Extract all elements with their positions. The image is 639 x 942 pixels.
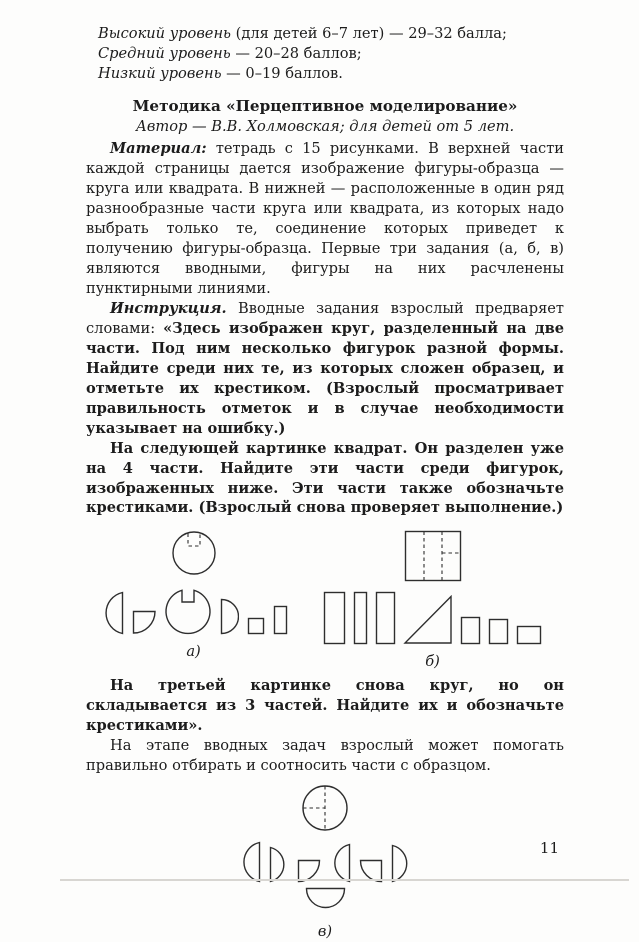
page-number: 11 (539, 839, 559, 857)
quarter-disc-icon (132, 610, 156, 635)
tall-rectangle-icon (375, 591, 396, 645)
author-line: Автор — В.В. Холмовская; для детей от 5 лет. (135, 117, 515, 135)
instruction-intro: Вводные задания взрослый предваряет словами: (86, 299, 564, 337)
instruction-quote: «Здесь изображен круг, разделенный на две части. Под ним несколько фигурок разной формы. Найдите среди них те, из которых сложен образец, и отметьте их крестиком. (Взрослый просматривает правильность отметок и в случае необходимости указывает на ошибку.) (86, 319, 565, 437)
figure-b (301, 530, 564, 672)
notched-circle-icon (164, 585, 212, 635)
figure-a (86, 530, 301, 672)
figure-v-parts-row (238, 841, 412, 883)
half-disc-flat-left-icon (391, 844, 412, 883)
closing-paragraph: На этапе вводных задач взрослый может помогать правильно отбирать и соотносить части с образцом. (86, 737, 564, 775)
small-square-icon (488, 618, 509, 645)
sample-circle-two-parts-icon (171, 530, 217, 576)
score-levels (98, 24, 564, 84)
level-line-mid (98, 44, 564, 64)
second-task-paragraph: На следующей картинке квадрат. Он разделен уже на 4 части. Найдите эти части среди фигурок, изображенных ниже. Эти части также обозначьте крестиками. (Взрослый снова проверяет выполнение.) (86, 439, 564, 517)
instruction-label: Инструкция. (110, 299, 227, 317)
vertical-rectangle-icon (273, 605, 288, 635)
sample-circle-three-parts-icon (301, 784, 349, 832)
figure-v (86, 784, 564, 942)
small-square-icon (247, 617, 265, 635)
sample-square-four-parts-icon (404, 530, 462, 582)
figure-b-label: б) (425, 653, 440, 671)
tall-rectangle-icon (323, 591, 346, 645)
figure-v-extra-part (305, 887, 346, 915)
half-disc-flat-left-icon (220, 598, 239, 635)
section-title: Методика «Перцептивное моделирование» (132, 96, 518, 115)
horizontal-rectangle-icon (516, 625, 542, 645)
figure-b-parts-row (323, 591, 542, 645)
book-page (86, 24, 564, 942)
level-value: — 0–19 баллов. (221, 64, 343, 82)
right-triangle-icon (403, 595, 453, 645)
material-text: тетрадь с 15 рисунками. В верхней части каждой страницы дается изображение фигуры-образца — круга или квадрата. В нижней — расположенные в один ряд разнообразные части круга или квадрата, из которых надо выбрать только те, соединение которых приведет к получению фигуры-образца. Первые три задания (а, б, в) являются вводными, фигуры на них расчленены пунктирными линиями. (86, 139, 564, 297)
half-disc-flat-right-icon (100, 591, 124, 635)
level-line-high (98, 24, 564, 44)
half-disc-flat-right-icon (238, 841, 261, 883)
half-disc-flat-right-icon (329, 843, 351, 883)
level-value: (для детей 6–7 лет) — 29–32 балла; (231, 25, 507, 42)
material-label: Материал: (110, 139, 207, 157)
level-value: — 20–28 баллов; (230, 44, 362, 62)
small-square-icon (460, 616, 481, 645)
level-line-low (98, 64, 564, 84)
figure-a-parts-row (100, 585, 288, 635)
scan-edge-artifact (60, 879, 629, 881)
third-task-paragraph: На третьей картинке снова круг, но он складывается из 3 частей. Найдите их и обозначьте крестиками». (86, 677, 564, 735)
level-label: Средний уровень (98, 44, 231, 62)
half-disc-flat-left-icon (269, 846, 289, 883)
figure-a-label: а) (186, 643, 201, 661)
material-paragraph (86, 139, 564, 299)
level-label: Высокий уровень (98, 25, 232, 42)
narrow-rectangle-icon (353, 591, 368, 645)
instruction-paragraph (86, 299, 564, 439)
level-label: Низкий уровень (98, 64, 222, 82)
half-disc-flat-top-icon (305, 887, 346, 909)
figures-a-b (86, 530, 564, 672)
figure-v-label: в) (317, 923, 333, 941)
